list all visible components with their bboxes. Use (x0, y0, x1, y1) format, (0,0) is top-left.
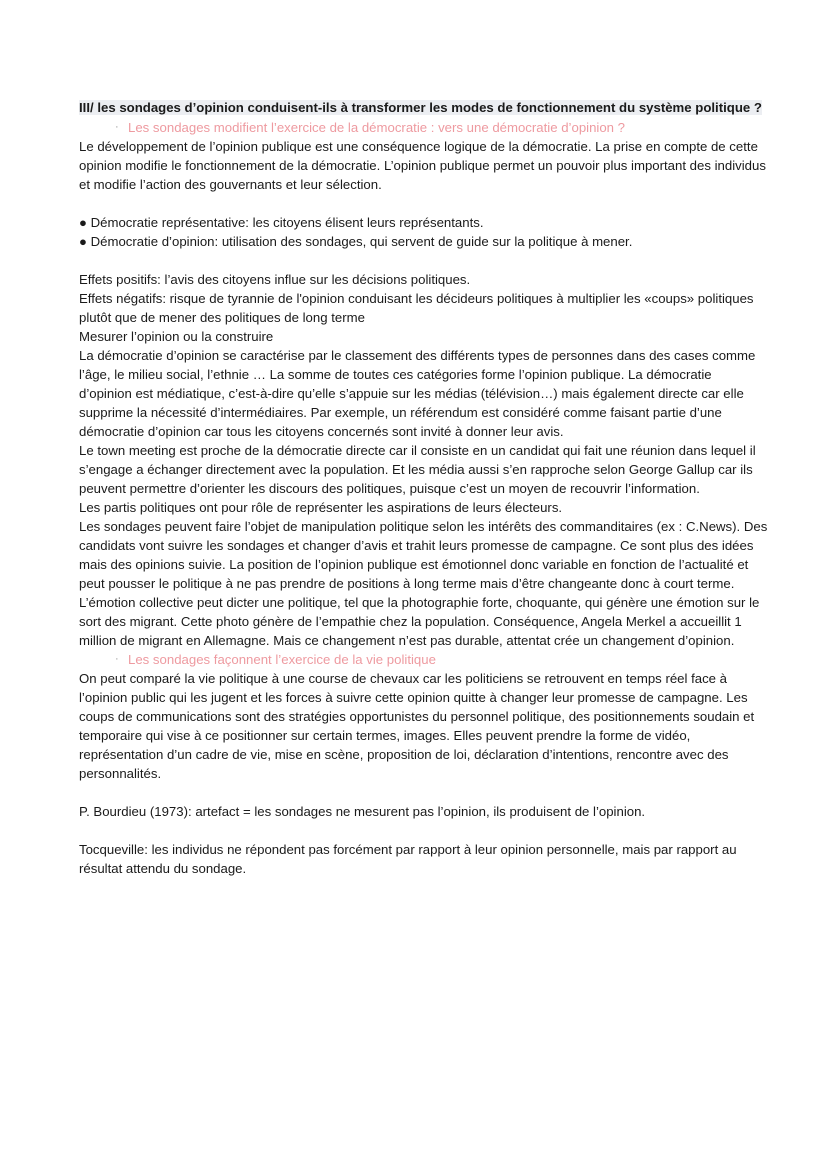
paragraph: La démocratie d’opinion se caractérise par le classement des différents types de personnes dans des cases comme l’âge, le milieu social, l’ethnie … La somme de toutes ces catégories forme l’opinion publique. La démocratie d’opinion est médiatique, c’est-à-dire qu’elle s’appuie sur les médias (télévision…) mais également directe car elle supprime la nécessité d’intermédiaires. Par exemple, un référendum est considéré comme faisant partie d’une démocratie d’opinion car tous les citoyens concernés sont invité à donner leur avis. (79, 348, 756, 439)
section-1-intro: Le développement de l’opinion publique est une conséquence logique de la démocratie. La prise en compte de cette opinion modifie le fonctionnement de la démocratie. L’opinion publique permet un pouvoir plus important des individus et modifie l’action des gouvernants et leur sélection. (79, 139, 766, 192)
paragraph: Effets positifs: l’avis des citoyens influe sur les décisions politiques. (79, 272, 471, 287)
section-heading-2: · Les sondages façonnent l’exercice de la vie politique (115, 652, 436, 667)
paragraph: Mesurer l’opinion ou la construire (79, 329, 274, 344)
section-heading-1: · Les sondages modifient l’exercice de la démocratie : vers une démocratie d’opinion ? (115, 120, 626, 135)
paragraph: L’émotion collective peut dicter une politique, tel que la photographie forte, choquante, qui génère une émotion sur le sort des migrant. Cette photo génère de l’empathie chez la population. Conséquence, Angela Merkel a accueillit 1 million de migrant en Allemagne. Mais ce changement n’est pas durable, attentat crée un changement d’opinion. (79, 595, 760, 648)
paragraph: Effets négatifs: risque de tyrannie de l'opinion conduisant les décideurs politiques à multiplier les «coups» politiques plutôt que de mener des politiques de long terme (79, 291, 754, 325)
section-2-intro: On peut comparé la vie politique à une course de chevaux car les politiciens se retrouvent en temps réel face à l’opinion public qui les jugent et les forces à suivre cette opinion quitte à changer leur promesse de campagne. Les coups de communications sont des stratégies opportunistes du personnel politique, des positionnements soudain et temporaire qui vise à ce positionner sur certain termes, images. Elles peuvent prendre la forme de vidéo, représentation d’un cadre de vie, mise en scène, proposition de loi, déclaration d’intentions, rencontre avec des personnalités. (79, 671, 755, 781)
paragraph: Le town meeting est proche de la démocratie directe car il consiste en un candidat qui fait une réunion dans lequel il s’engage a échanger directement avec la population. Et les média aussi s’en rapproche selon George Gallup car ils peuvent permettre d’orienter les discours des politiques, puisque c’est un moyen de recouvrir l’information. (79, 443, 756, 496)
quote-bourdieu: P. Bourdieu (1973): artefact = les sondages ne mesurent pas l’opinion, ils produisent de l’opinion. (79, 804, 646, 819)
bullet-dot: · (115, 653, 119, 665)
quote-tocqueville: Tocqueville: les individus ne répondent pas forcément par rapport à leur opinion personnelle, mais par rapport au résultat attendu du sondage. (79, 842, 737, 876)
document-title: III/ les sondages d’opinion conduisent-ils à transformer les modes de fonctionnement du système politique ? (79, 100, 762, 115)
paragraph: Les partis politiques ont pour rôle de représenter les aspirations de leurs électeurs. (79, 500, 563, 515)
bullet-item: ● Démocratie d’opinion: utilisation des sondages, qui servent de guide sur la politique à mener. (79, 234, 633, 249)
paragraph: Les sondages peuvent faire l’objet de manipulation politique selon les intérêts des commanditaires (ex : C.News). Des candidats vont suivre les sondages et changer d’avis et trahit leurs promesse de campagne. Ce sont plus des idées mais des opinions suivie. La position de l’opinion publique est émotionnel donc variable en fonction de l’actualité et peut pousser le politique à ne pas prendre de positions à long terme mais d’être changeante donc à court terme. (79, 519, 768, 591)
bullet-item: ● Démocratie représentative: les citoyens élisent leurs représentants. (79, 215, 484, 230)
bullet-dot: · (115, 121, 119, 133)
